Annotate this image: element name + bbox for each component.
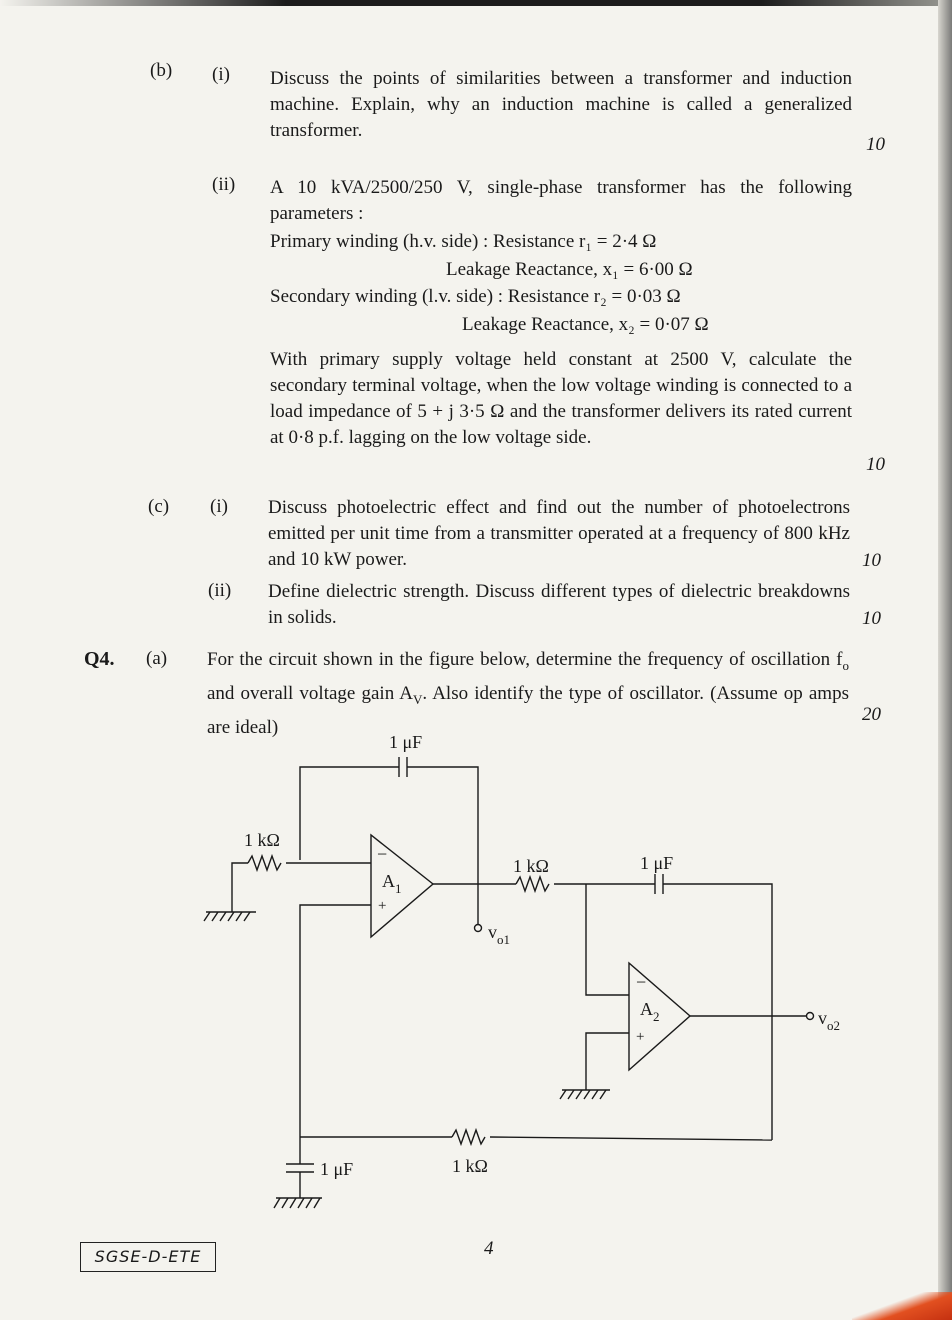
amp1-minus: − bbox=[377, 844, 388, 864]
question-4-a-marks: 20 bbox=[862, 704, 881, 725]
primary-reactance: Leakage Reactance, x₁ = 6·00 Ω bbox=[446, 259, 693, 280]
question-4-number: Q4. bbox=[84, 648, 115, 670]
part-c-i-label: (i) bbox=[210, 496, 228, 517]
amp2-plus: + bbox=[636, 1029, 645, 1045]
label-c-mid: 1 μF bbox=[640, 853, 674, 873]
part-c-ii-marks: 10 bbox=[862, 608, 881, 629]
capacitor-bottom-plates bbox=[286, 1164, 314, 1172]
question-4-a-text: For the circuit shown in the figure below, determine the frequency of oscillation $f_o$ and overall voltage gain $A_V$. Also identify the type of oscillator. (Assume op amps are ideal) bbox=[207, 649, 849, 738]
vo1-terminal bbox=[475, 925, 482, 932]
amp1-plus: + bbox=[378, 898, 387, 914]
secondary-resistance: Secondary winding (l.v. side) : Resistance r₂ = 0·03 Ω bbox=[270, 286, 681, 307]
part-b-ii-text: With primary supply voltage held constant at 2500 V, calculate the secondary terminal voltage, when the low voltage winding is connected to a load impedance of 5 + j 3·5 Ω and the transformer delivers its rated current at 0·8 p.f. lagging on the low voltage side. bbox=[270, 349, 852, 448]
ground-bottom-hatch bbox=[274, 1198, 320, 1208]
part-c-ii-label: (ii) bbox=[208, 580, 232, 601]
part-b-i-marks: 10 bbox=[866, 134, 885, 155]
input-resistor-zigzag bbox=[248, 856, 281, 870]
page-number: 4 bbox=[484, 1238, 494, 1259]
label-r-mid: 1 kΩ bbox=[513, 856, 549, 876]
amp2-noninverting-wire bbox=[586, 1033, 629, 1090]
paper-code-box: SGSE-D-ETE bbox=[80, 1242, 216, 1272]
label-vo1: $v_{o1}$ bbox=[488, 922, 510, 947]
part-b-ii-label: (ii) bbox=[212, 174, 236, 195]
secondary-reactance: Leakage Reactance, x₂ = 0·07 Ω bbox=[462, 314, 709, 335]
part-c-label: (c) bbox=[148, 496, 170, 517]
vo2-terminal bbox=[807, 1013, 814, 1020]
bottom-resistor-zigzag bbox=[452, 1130, 485, 1144]
capacitor-mid-plates bbox=[655, 874, 663, 894]
label-c-bottom: 1 μF bbox=[320, 1159, 354, 1179]
input-resistor-lead bbox=[232, 863, 248, 895]
label-c-top: 1 μF bbox=[389, 732, 423, 752]
amp2-minus: − bbox=[636, 972, 647, 992]
part-b-ii-marks: 10 bbox=[866, 454, 885, 475]
part-b-ii-intro: A 10 kVA/2500/250 V, single-phase transformer has the following parameters : bbox=[270, 177, 852, 224]
feedback-wire-right bbox=[407, 767, 478, 884]
ground-left-hatch bbox=[204, 912, 250, 921]
page-corner-shadow bbox=[852, 1292, 952, 1320]
part-b-i-text: Discuss the points of similarities between a transformer and induction machine. Explain, why an induction machine is called a generalized transformer. bbox=[270, 68, 852, 141]
question-4-a-label: (a) bbox=[146, 648, 168, 669]
part-b-i-label: (i) bbox=[212, 64, 230, 85]
label-amp1: $A_1$ bbox=[382, 871, 402, 896]
capacitor-top-plates bbox=[399, 757, 407, 777]
mid-resistor-zigzag bbox=[516, 877, 549, 891]
ground-mid-hatch bbox=[560, 1090, 606, 1099]
label-amp2: $A_2$ bbox=[640, 999, 660, 1024]
label-r-in: 1 kΩ bbox=[244, 830, 280, 850]
part-c-i-text: Discuss photoelectric effect and find out the number of photoelectrons emitted per unit time from a transmitter operated at a frequency of 800 kHz and 10 kW power. bbox=[268, 497, 850, 570]
mid-capacitor-right-wire bbox=[663, 884, 772, 1140]
amp1-noninverting-wire bbox=[300, 905, 371, 1137]
amp2-inverting-wire bbox=[586, 884, 629, 995]
primary-resistance: Primary winding (h.v. side) : Resistance r₁ = 2·4 Ω bbox=[270, 231, 657, 252]
bottom-wire-right bbox=[490, 1137, 772, 1140]
part-c-i-marks: 10 bbox=[862, 550, 881, 571]
part-b-label: (b) bbox=[150, 60, 173, 81]
label-r-bottom: 1 kΩ bbox=[452, 1156, 488, 1176]
part-c-ii-text: Define dielectric strength. Discuss different types of dielectric breakdowns in solids. bbox=[268, 581, 850, 628]
label-vo2: $v_{o2}$ bbox=[818, 1008, 840, 1033]
